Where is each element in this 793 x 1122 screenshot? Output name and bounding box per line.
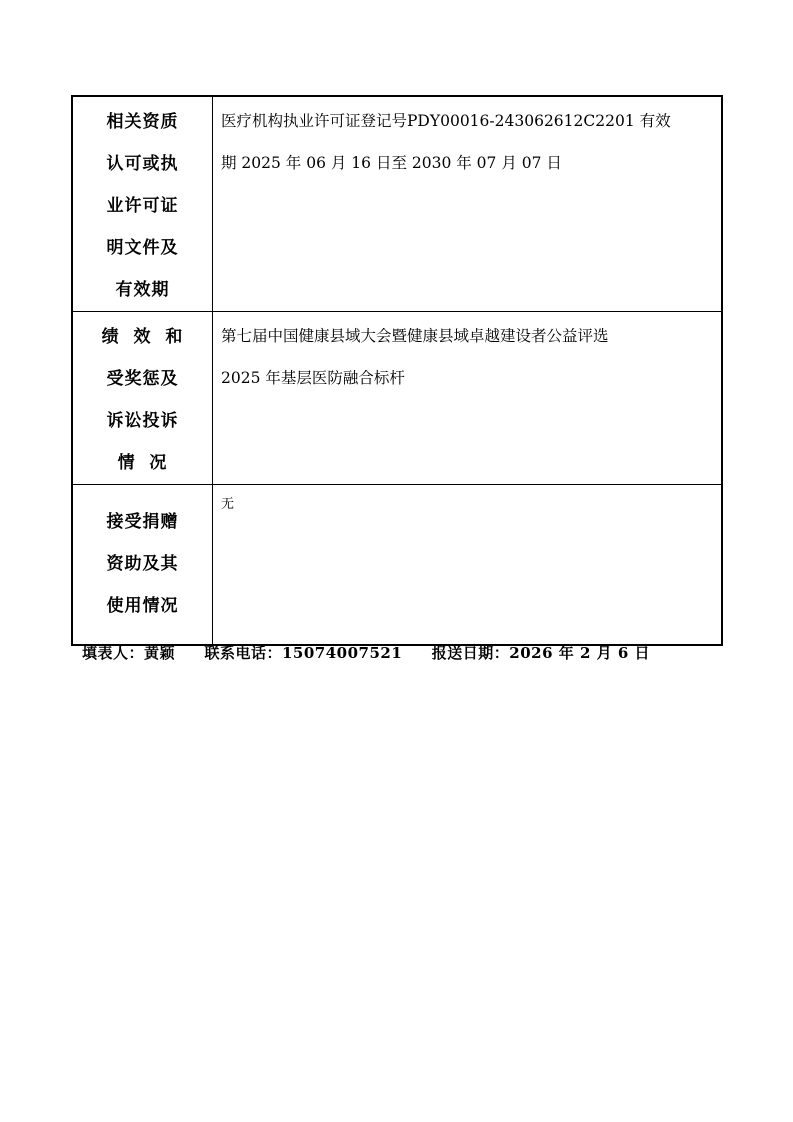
content-donations (213, 485, 723, 645)
content-line: 第七届中国健康县域大会暨健康县域卓越建设者公益评选 (221, 327, 609, 345)
label-line: 明文件及 (106, 238, 179, 258)
content-line: 期 2025 年 06 月 16 日至 2030 年 07 月 07 日 (221, 154, 562, 172)
content-line: 医疗机构执业许可证登记号PDY00016-243062612C2201 有效 (221, 112, 671, 130)
label-line: 相关资质 (106, 112, 179, 132)
label-line: 情 况 (117, 453, 168, 473)
label-line: 使用情况 (106, 596, 179, 617)
content-line: 无 (221, 497, 235, 512)
footer-filler: 填表人：黄颖 (82, 644, 176, 662)
footer-date: 报送日期：2026 年 2 月 6 日 (431, 644, 650, 662)
label-line: 认可或执 (106, 154, 179, 174)
table-row-qualification (72, 96, 722, 312)
content-performance (213, 312, 723, 485)
content-line: 2025 年基层医防融合标杆 (221, 369, 405, 387)
label-donations (72, 485, 213, 645)
footer (82, 642, 650, 663)
label-qualification (72, 96, 213, 312)
label-line: 绩 效 和 (101, 327, 184, 347)
table-row-donations (72, 485, 722, 645)
label-line: 受奖惩及 (106, 369, 179, 389)
info-table (71, 95, 723, 646)
table-row-performance (72, 312, 722, 485)
label-line: 诉讼投诉 (106, 411, 179, 431)
footer-phone: 联系电话：15074007521 (204, 644, 403, 662)
content-qualification (213, 96, 723, 312)
label-performance (72, 312, 213, 485)
label-line: 接受捐赠 (106, 512, 179, 533)
label-line: 业许可证 (106, 196, 179, 216)
label-line: 有效期 (115, 280, 170, 300)
label-line: 资助及其 (106, 554, 179, 575)
